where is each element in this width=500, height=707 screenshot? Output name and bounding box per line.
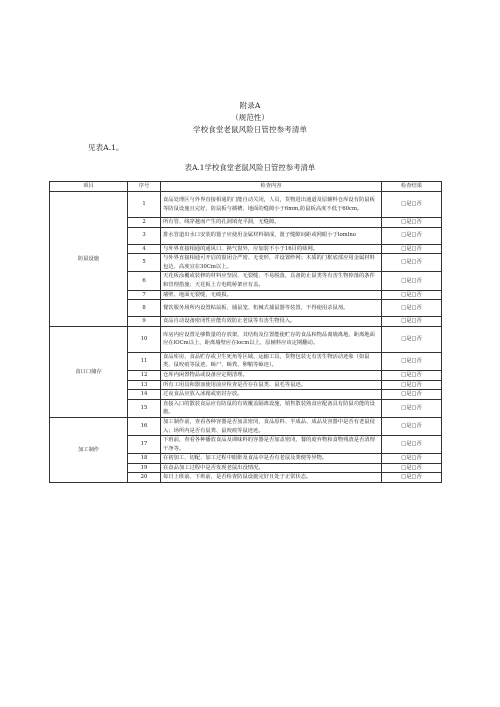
column-header-item: 项目 [50,182,128,192]
table-row [50,192,442,218]
check-content: 直接入口的散装食品应有防鼠的有效覆盖隔离设施，销售散装熟食应配备具有防鼠功能的设施。 [161,399,382,417]
check-result-options[interactable]: □是□否 [382,370,442,380]
column-header-result: 检查结果 [382,182,442,192]
table-header-row [50,182,442,192]
check-result-options[interactable]: □是□否 [382,326,442,352]
check-result-options[interactable]: □是□否 [382,473,442,483]
row-number: 8 [128,300,161,317]
table-body [50,192,442,483]
check-content: 库房内应设置足够数量的存放架，其结构及位置能使贮存的食品和物品离墙离地，距离地面应在lOCm以上，距离墙壁应在locm以上，原辅料应该定期翻动。 [161,326,382,352]
check-result-options[interactable]: □是□否 [382,454,442,464]
check-content: 餐饮服务场所内设置粘鼠板、捕鼠笼、机械式捕鼠器等装置，不得使用杀鼠剂。 [161,300,382,317]
row-number: 11 [128,352,161,370]
appendix-label: 附录A [239,101,261,110]
check-result-options[interactable]: □是□否 [382,352,442,370]
category-cell: 食口口储存 [50,326,128,417]
check-result-options[interactable]: □是□否 [382,436,442,454]
row-number: 4 [128,244,161,254]
check-result-options[interactable]: □是□否 [382,290,442,300]
row-number: 1 [128,192,161,218]
check-content: 食品处理区与外界直接相通的门能自动关闭，人员，货物进出通道及原辅料仓库设有防鼠板等防鼠设施且完好，防鼠板与插槽、地面的缝隙小于6mm,防鼠板高度不低于60cm。 [161,192,382,218]
check-result-options[interactable]: □是□否 [382,254,442,272]
category-cell: 防鼠设施 [50,192,128,327]
intro-text: 见表A.1。 [88,143,124,152]
row-number: 10 [128,326,161,352]
check-result-options[interactable]: □是□否 [382,192,442,218]
check-content: 食品库房、食品贮存或卫生死角等区域、运输工具，货物包装无有害生物活动迹象（如鼠类、鼠咬痕等鼠迹，蟑尸、蟑粪、卵鞘等蟑迹）。 [161,352,382,370]
check-content: 所有工用具和器皿使用前应检查是否存在鼠类、鼠毛等鼠迹。 [161,380,382,390]
check-result-options[interactable]: □是□否 [382,417,442,435]
row-number: 17 [128,436,161,454]
check-content: 与外界直接相通的通风口、换气窗外，应加装不小于16目的筛网。 [161,244,382,254]
row-number: 7 [128,290,161,300]
check-content: 天花板涂覆或装修的材料应坚固、无裂缝、不易脱落，具备防止鼠类等有害生物掉落的条件和管理措施；天花板上方电缆桥架应有盖。 [161,272,382,290]
check-result-options[interactable]: □是□否 [382,317,442,327]
check-result-options[interactable]: □是□否 [382,380,442,390]
column-header-number: 序号 [128,182,161,192]
appendix-title: 学校食堂老鼠风险日管控参考清单 [193,125,307,134]
table-row [50,326,442,352]
row-number: 13 [128,380,161,390]
check-content: 在初加工、切配、加工过程中眼鼾及食品中是否有老鼠及粪便等异物。 [161,454,382,464]
row-number: 6 [128,272,161,290]
row-number: 5 [128,254,161,272]
row-number: 14 [128,390,161,400]
check-content: 墙壁、地面无裂缝，无破损。 [161,290,382,300]
row-number: 9 [128,317,161,327]
check-result-options[interactable]: □是□否 [382,300,442,317]
check-content: 与外界直接相通可开启的窗闭合严密、无变形，并设置纱网；木质的门框底部应用金属材料包边，高度宜在30Cm以上。 [161,254,382,272]
check-content: 食品自动设备密闭性应能有效防止老鼠等有害生物侵入。 [161,317,382,327]
check-content: 仓库内闲置物品或设备应定期清理。 [161,370,382,380]
table-caption: 表A.1学校食堂老鼠风险日管控参考清单 [184,163,316,172]
row-number: 16 [128,417,161,435]
row-number: 3 [128,227,161,244]
check-result-options[interactable]: □是□否 [382,272,442,290]
check-content: 排水管道出水口安装的篦子应使用金属材料制成，篦子缝隙间距或网眼小于lomlno [161,227,382,244]
table-row [50,417,442,435]
category-cell: 加工制作 [50,417,128,482]
check-content: 所有管、线穿越而产生的孔洞填充平洞，无缝隙。 [161,218,382,228]
check-content: 下班前，查看各种播放食品及调味料的容器是否加盖密闭，餐的废弃物和食物残渣是否清理干净等。 [161,436,382,454]
check-result-options[interactable]: □是□否 [382,463,442,473]
check-content: 过夜食品应放入冰箱或密封存放。 [161,390,382,400]
check-result-options[interactable]: □是□否 [382,244,442,254]
row-number: 15 [128,399,161,417]
check-result-options[interactable]: □是□否 [382,390,442,400]
column-header-content: 检查内容 [161,182,382,192]
check-result-options[interactable]: □是□否 [382,218,442,228]
row-number: 18 [128,454,161,464]
row-number: 20 [128,473,161,483]
check-content: 每日上班前、下班前，是否检查防鼠设施完好且处于正常状态。 [161,473,382,483]
check-content: 加工制作前，查看各种容器是否加盖密闭，食品原料、半成品、成品及容器中是否有老鼠侵入；场所内是否有鼠粪、鼠咬痕等鼠迹迹。 [161,417,382,435]
check-content: 在食品加工过程中是否发现老鼠出没情况。 [161,463,382,473]
check-result-options[interactable]: □是□否 [382,227,442,244]
check-result-options[interactable]: □是□否 [382,399,442,417]
row-number: 2 [128,218,161,228]
row-number: 19 [128,463,161,473]
appendix-nature: （规范性） [231,113,269,122]
row-number: 12 [128,370,161,380]
checklist-table [49,181,442,483]
